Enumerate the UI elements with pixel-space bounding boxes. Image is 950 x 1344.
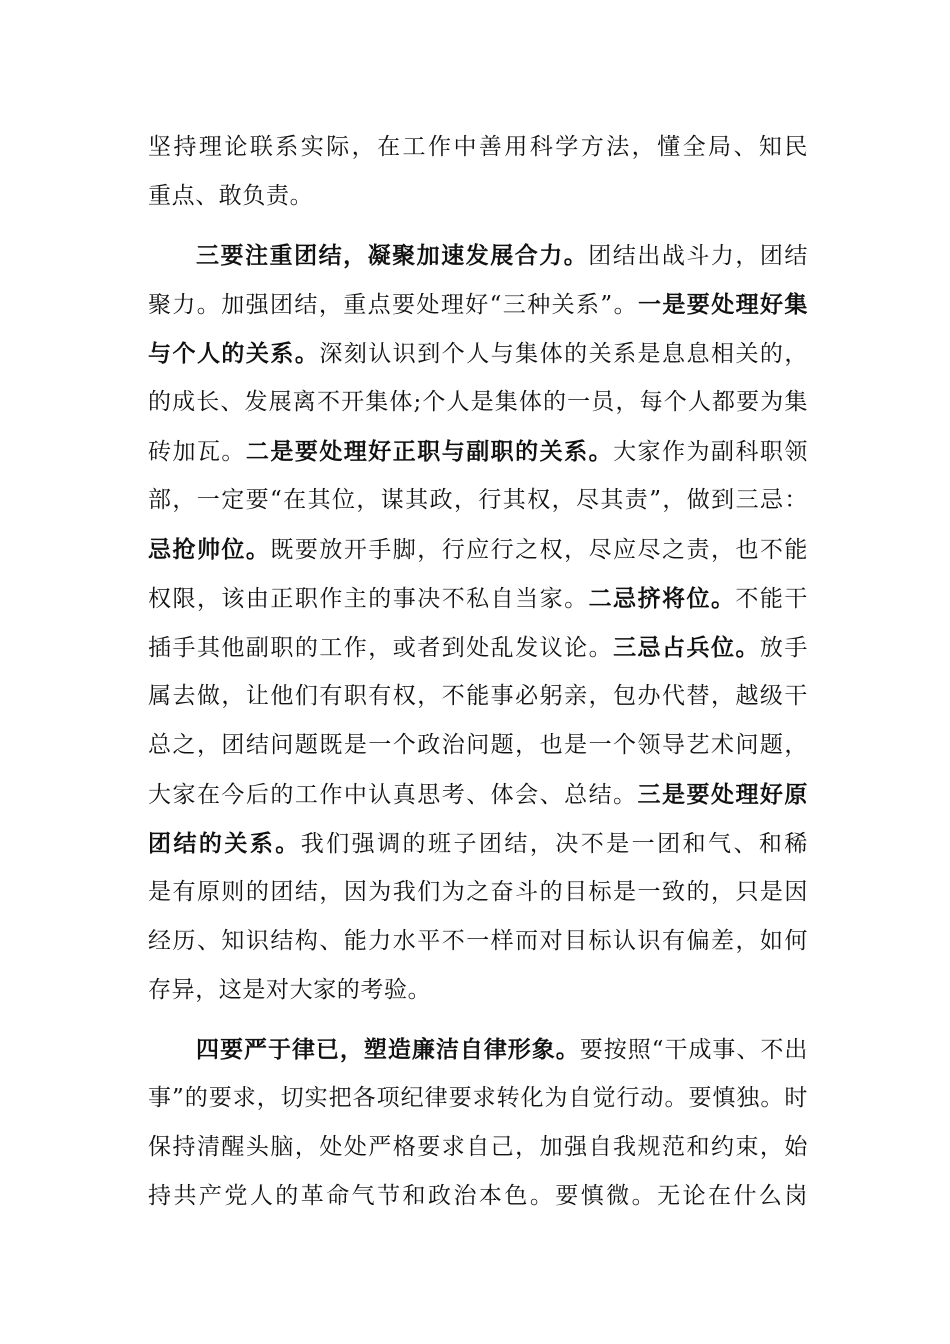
text-segment: 权限，该由正职作主的事决不私自当家。 [148, 586, 589, 612]
text-segment: 放手 [759, 635, 808, 661]
text-line [148, 672, 808, 721]
text-segment: 大家作为副科职领 [613, 439, 808, 465]
text-line [148, 231, 808, 280]
text-segment: 砖加瓦。 [148, 439, 246, 465]
text-line [148, 1074, 808, 1123]
text-segment: 事”的要求，切实把各项纪律要求转化为自觉行动。要慎独。时 [148, 1085, 808, 1111]
text-segment: 重点、敢负责。 [148, 183, 314, 209]
text-line [148, 868, 808, 917]
text-segment: 大家在今后的工作中认真思考、体会、总结。 [148, 782, 638, 808]
text-line [148, 819, 808, 868]
bold-text-segment: 团结的关系。 [148, 830, 301, 857]
text-segment: 插手其他副职的工作，或者到处乱发议论。 [148, 635, 614, 661]
text-segment: 聚力。加强团结，重点要处理好“三种关系”。 [148, 292, 638, 318]
text-segment: 总之，团结问题既是一个政治问题，也是一个领导艺术问题， [148, 732, 808, 758]
text-line [148, 574, 808, 623]
bold-text-segment: 三要注重团结，凝聚加速发展合力。 [196, 242, 589, 269]
text-segment: 的成长、发展离不开集体;个人是集体的一员，每个人都要为集 [148, 389, 808, 415]
text-line [148, 966, 808, 1015]
text-line [148, 1123, 808, 1172]
bold-text-segment: 三忌占兵位。 [613, 634, 760, 661]
text-segment: 我们强调的班子团结，决不是一团和气、和稀 [300, 831, 808, 857]
text-line [148, 476, 808, 525]
text-segment: 要按照“干成事、不出 [579, 1037, 808, 1063]
document-body [148, 123, 808, 1221]
text-segment: 经历、知识结构、能力水平不一样而对目标认识有偏差，如何 [148, 928, 808, 954]
text-line [148, 329, 808, 378]
text-segment: 既要放开手脚，行应行之权，尽应尽之责，也不能 [270, 537, 808, 563]
text-line [148, 123, 808, 172]
bold-text-segment: 二忌挤将位。 [588, 585, 736, 612]
text-line [148, 623, 808, 672]
text-line [148, 770, 808, 819]
text-segment: 团结出战斗力，团结 [588, 243, 808, 269]
text-segment: 是有原则的团结，因为我们为之奋斗的目标是一致的，只是因 [148, 879, 808, 905]
bold-text-segment: 忌抢帅位。 [148, 536, 271, 563]
bold-text-segment: 三是要处理好原 [637, 781, 808, 808]
text-line [148, 1172, 808, 1221]
text-segment: 部，一定要“在其位，谋其政，行其权，尽其责”，做到三忌： [148, 487, 808, 513]
text-segment: 存异，这是对大家的考验。 [148, 977, 432, 1003]
text-segment: 持共产党人的革命气节和政治本色。要慎微。无论在什么岗 [148, 1183, 808, 1209]
bold-text-segment: 一是要处理好集 [637, 291, 808, 318]
bold-text-segment: 与个人的关系。 [148, 340, 320, 367]
text-segment: 深刻认识到个人与集体的关系是息息相关的， [319, 341, 808, 367]
text-line [148, 172, 808, 221]
text-line [148, 1025, 808, 1074]
text-line [148, 525, 808, 574]
text-segment: 不能干 [735, 586, 808, 612]
text-line [148, 917, 808, 966]
text-segment: 保持清醒头脑，处处严格要求自己，加强自我规范和约束，始 [148, 1134, 808, 1160]
text-line [148, 378, 808, 427]
text-line [148, 427, 808, 476]
bold-text-segment: 四要严于律已，塑造廉洁自律形象。 [196, 1036, 580, 1063]
text-line [148, 721, 808, 770]
bold-text-segment: 二是要处理好正职与副职的关系。 [245, 438, 614, 465]
text-segment: 属去做，让他们有职有权，不能事必躬亲，包办代替，越级干 [148, 683, 808, 709]
text-segment: 坚持理论联系实际，在工作中善用科学方法，懂全局、知民 [148, 134, 808, 160]
text-line [148, 280, 808, 329]
